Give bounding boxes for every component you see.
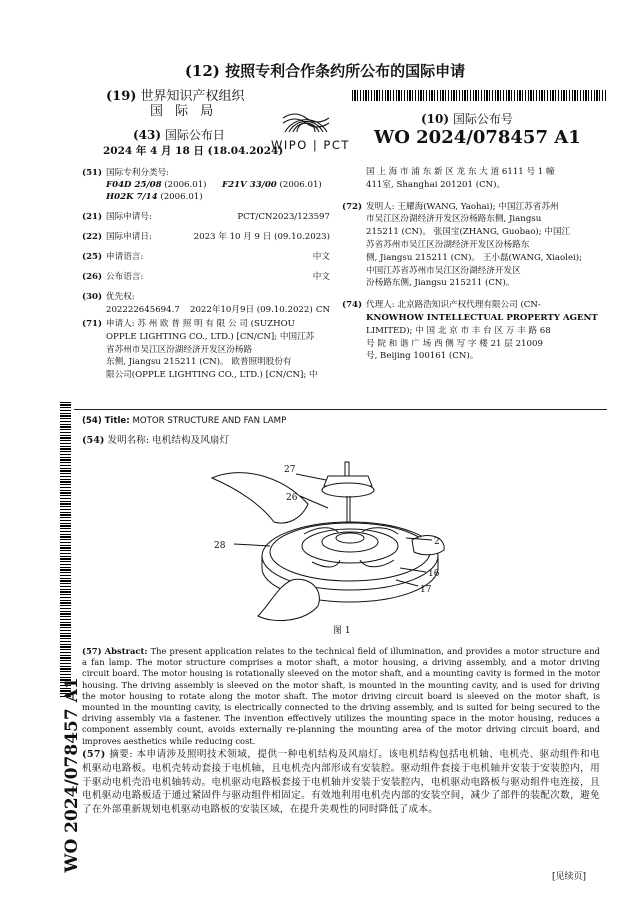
ipc-row-1 (106, 179, 207, 191)
filing-lang-tag: (25) (82, 252, 103, 262)
ipc-label: 国际专利分类号: (106, 168, 170, 178)
ipc-ver-3: (2006.01) (160, 192, 203, 202)
pub-date-value: 2024 年 4 月 18 日 (18.04.2024) (103, 145, 284, 157)
title-cn-tag: (54) (82, 435, 105, 446)
agent-tag: (74) (342, 300, 363, 311)
applicant-line-3: 省苏州市吴江区汾湖经济开发区汾杨路 (106, 344, 253, 355)
abstract-en-label: Abstract: (104, 646, 148, 656)
top-barcode (352, 90, 606, 101)
biblio-right (342, 166, 604, 363)
side-barcode (60, 402, 71, 698)
filing-lang-row (82, 251, 330, 263)
ipc-ver-2: (2006.01) (279, 180, 322, 190)
title-tag: (54) (82, 416, 102, 426)
agent-line-4: 号 院 和 谐 广 场 西 侧 写 字 楼 21 层 21009 (366, 338, 543, 349)
continued-note: [见续页] (552, 872, 587, 882)
pub-no-tag: (10) (421, 112, 450, 126)
biblio-left (82, 167, 330, 397)
section-divider (74, 409, 607, 410)
doc-type-heading (175, 60, 475, 81)
wipo-pct-text: WIPO | PCT (271, 138, 350, 152)
filing-lang-value: 中文 (312, 252, 330, 262)
ipc-code-1: F04D 25/08 (106, 180, 162, 190)
priority-heading (82, 291, 135, 303)
filing-tag: (22) (82, 232, 103, 242)
applicant-line-5: 限公司(OPPLE LIGHTING CO., LTD.) [CN/CN]; 中 (106, 370, 318, 381)
pub-date-tag: (43) (133, 128, 162, 142)
pub-date-label-row (133, 126, 225, 143)
inventor-line-6: 中国江苏省苏州市吴江区汾湖经济开发区 (366, 265, 521, 276)
app-no-tag: (21) (82, 212, 103, 222)
ipc-heading (82, 167, 169, 179)
inventor-line-1 (342, 201, 604, 214)
filing-date-row (82, 231, 330, 243)
priority-label: 优先权: (106, 292, 135, 302)
fig-label-28: 28 (214, 541, 226, 551)
title-cn-value: 电机结构及风扇灯 (152, 435, 229, 446)
applicant-line-1-text: 申请人: 苏 州 欧 普 照 明 有 限 公 司 (SUZHOU (106, 319, 295, 329)
agent-line-5: 号, Beijing 100161 (CN)。 (366, 351, 479, 362)
org-line2: 国 际 局 (150, 104, 218, 119)
doc-type-text: 按照专利合作条约所公布的国际申请 (225, 62, 466, 80)
filing-value: 2023 年 10 月 9 日 (09.10.2023) (193, 232, 330, 242)
org-tag: (19) (106, 89, 137, 104)
priority-number: 202222645694.7 (106, 305, 180, 315)
pub-no-value: WO 2024/078457 A1 (374, 127, 581, 148)
priority-row (106, 304, 330, 316)
applicant-cont-line-1: 国 上 海 市 浦 东 新 区 龙 东 大 道 6111 号 1 幢 (366, 167, 555, 177)
fig-label-16: 16 (428, 569, 440, 579)
agent-line-1-text: 代理人: 北京路浩知识产权代理有限公司 (CN- (366, 300, 541, 311)
inventor-line-7: 汾杨路东侧, Jiangsu 215211 (CN)。 (366, 278, 515, 289)
inventor-line-2: 市吴江区汾湖经济开发区汾杨路东侧, Jiangsu (366, 214, 542, 225)
inventor-line-5: 侧, Jiangsu 215211 (CN)。 王小磊(WANG, Xiaolei); (366, 252, 583, 263)
fig-label-27: 27 (284, 465, 296, 475)
doc-type-tag: (12) (184, 62, 220, 80)
priority-tag: (30) (82, 292, 103, 302)
priority-country: CN (315, 305, 330, 315)
app-no-row (82, 211, 330, 223)
pub-no-label: 国际公布号 (452, 112, 513, 126)
inventor-line-4: 苏省苏州市吴江区汾湖经济开发区汾杨路东 (366, 239, 530, 250)
pub-lang-row (82, 271, 330, 283)
pub-lang-label: 公布语言: (106, 272, 144, 282)
priority-date: 2022年10月9日 (09.10.2022) (190, 305, 313, 315)
applicant-block (82, 318, 330, 382)
org-line1: 世界知识产权组织 (140, 89, 245, 104)
ipc-code-3: H02K 7/14 (106, 192, 158, 202)
ipc-row-2 (222, 179, 322, 191)
pub-date-label: 国际公布日 (164, 128, 225, 142)
app-no-value: PCT/CN2023/123597 (237, 212, 330, 222)
inventor-tag: (72) (342, 201, 363, 212)
filing-lang-label: 申请语言: (106, 252, 144, 262)
title-en-value: MOTOR STRUCTURE AND FAN LAMP (132, 416, 287, 426)
agent-line-1 (342, 299, 604, 312)
agent-line-3: LIMITED); 中 国 北 京 市 丰 台 区 万 丰 路 68 (366, 325, 551, 336)
inventor-line-1-text: 发明人: 王耀海(WANG, Yaohai); 中国江苏省苏州 (366, 201, 559, 212)
applicant-tag: (71) (82, 319, 103, 329)
pub-no-label-row (421, 110, 513, 127)
title-cn-row (82, 432, 229, 446)
wipo-emblem-icon (281, 96, 331, 134)
agent-line-2: KNOWHOW INTELLECTUAL PROPERTY AGENT (366, 312, 598, 323)
applicant-line-2: OPPLE LIGHTING CO., LTD.) [CN/CN]; 中国江苏 (106, 331, 315, 342)
filing-label: 国际申请日: (106, 232, 152, 242)
abstract-en-text: The present application relates to the technical field of illumination, and provides a motor structure and a fan lamp. The motor structure comprises a motor shaft, a motor housing, a driving assembly, and a motor driving circuit board. The motor housing is rotationally sleeved on the motor shaft, and a mounting cavity is formed in the motor housing. The driving assembly is sleeved on the motor shaft, is mounted in the mounting cavity, and is used for driving the motor housing to rotate along the motor shaft. The motor driving circuit board is sleeved on the motor shaft, is mounted in the mounting cavity, is electrically connected to the driving assembly, and is suited for being secured to the driving assembly via a fastener. The invention effectively utilizes the mounting space in the motor housing, reduces a component assembly count, avoids externally re-planning the mounting area of the motor driving circuit board, and improves aesthetics while reducing cost. (82, 646, 600, 746)
applicant-line-1 (82, 318, 330, 331)
inventor-line-3: 215211 (CN)。 张国宝(ZHANG, Guobao); 中国江 (366, 227, 571, 238)
title-en-label: Title: (104, 416, 130, 426)
figure-caption: 图 1 (333, 626, 351, 636)
applicant-line-4: 东侧, Jiangsu 215211 (CN)。 欧普照明股份有 (106, 357, 292, 368)
abstract-cn (82, 748, 600, 817)
title-cn-label: 发明名称: (107, 435, 150, 446)
app-no-label: 国际申请号: (106, 212, 152, 222)
title-en-row (82, 416, 286, 426)
abstract-cn-label: 摘要: (109, 749, 133, 760)
side-publication-number: WO 2024/078457 A1 (62, 677, 82, 873)
pub-lang-value: 中文 (312, 272, 330, 282)
ipc-code-2: F21V 33/00 (222, 180, 277, 190)
applicant-cont-line-2: 411室, Shanghai 201201 (CN)。 (366, 179, 506, 190)
abstract-en (82, 646, 600, 747)
abstract-cn-tag: (57) (82, 749, 106, 760)
fig-label-17: 17 (420, 585, 432, 595)
fig-label-26: 26 (286, 493, 298, 503)
abstract-cn-text: 本申请涉及照明技术领域，提供一种电机结构及风扇灯。该电机结构包括电机轴、电机壳、驱动组件和电机驱动电路板。电机壳转动套接于电机轴，且电机壳内部形成有安装腔。驱动组件套接于电机轴并安装于安装腔内，用于驱动电机壳沿电机轴转动。电机驱动电路板套接于电机轴并安装于安装腔内，电机驱动电路板与驱动组件电连接，且电机驱动电路板适于通过紧固件与驱动组件相固定。有效地利用电机壳内部的安装空间，减少了部件的装配次数，避免了在外部重新规划电机驱动电路板的安装区域，在提升美观性的同时降低了成本。 (82, 749, 600, 816)
fig-label-2: 2 (434, 537, 440, 547)
ipc-tag: (51) (82, 168, 103, 178)
fan-lamp-drawing (200, 456, 450, 628)
ipc-ver-1: (2006.01) (164, 180, 207, 190)
ipc-row-3 (106, 191, 203, 203)
pub-lang-tag: (26) (82, 272, 103, 282)
abstract-en-tag: (57) (82, 646, 102, 656)
